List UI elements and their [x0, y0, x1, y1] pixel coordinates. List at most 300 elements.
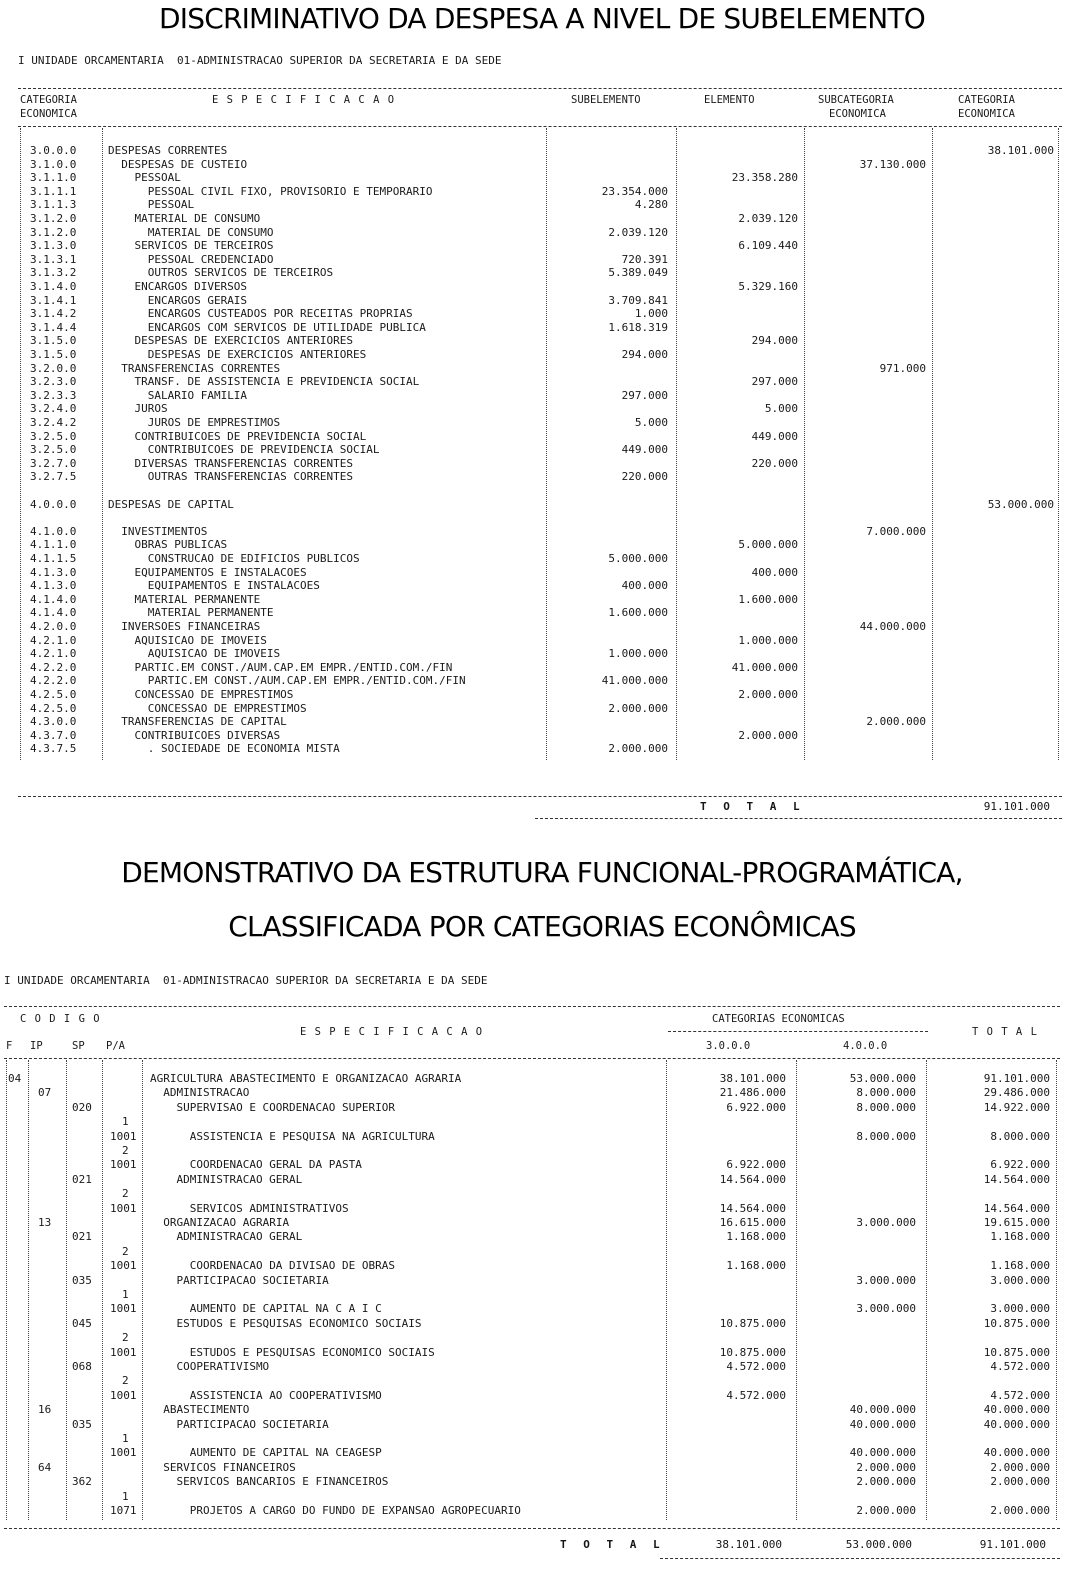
doc2-code-pa: 1001 — [110, 1302, 137, 1316]
doc2-description: SERVICOS BANCARIOS E FINANCEIROS — [176, 1475, 389, 1489]
doc2-table-row — [4, 1288, 1062, 1302]
doc1-total-rule — [535, 818, 1062, 819]
doc1-table-row — [18, 647, 1064, 661]
doc1-table-row — [18, 729, 1064, 743]
doc2-table-row — [4, 1490, 1062, 1504]
doc1-code: 4.2.2.0 — [30, 660, 77, 674]
doc2-code-pa: 2 — [122, 1244, 129, 1258]
doc2-header-col2: 4.0.0.0 — [843, 1040, 888, 1052]
doc2-total-value: 19.615.000 — [983, 1216, 1050, 1229]
doc1-code: 4.3.7.5 — [30, 742, 77, 756]
doc1-subcategoria-value: 2.000.000 — [866, 715, 926, 729]
doc2-table-row — [4, 1403, 1062, 1417]
doc1-table-row — [18, 430, 1064, 444]
doc2-table-row — [4, 1432, 1062, 1446]
doc1-code: 3.2.3.0 — [30, 375, 77, 389]
doc1-table-row — [18, 321, 1064, 335]
doc1-description: PARTIC.EM CONST./AUM.CAP.EM EMPR./ENTID.COM./FIN — [134, 660, 453, 674]
doc1-code: 3.2.7.0 — [30, 456, 77, 470]
doc2-total-tot: 91.101.000 — [979, 1538, 1046, 1551]
doc2-col2-value: 3.000.000 — [856, 1216, 916, 1229]
doc2-col1-value: 1.168.000 — [726, 1259, 786, 1273]
doc2-code-pa: 2 — [122, 1374, 129, 1388]
doc2-total-value: 10.875.000 — [983, 1345, 1050, 1359]
doc1-table-row — [18, 498, 1064, 512]
doc2-col2-value: 8.000.000 — [856, 1086, 916, 1100]
doc1-description: . SOCIEDADE DE ECONOMIA MISTA — [147, 742, 340, 756]
doc2-total-value: 8.000.000 — [990, 1129, 1050, 1143]
doc1-code: 3.1.2.0 — [30, 225, 77, 239]
doc1-description: PESSOAL CIVIL FIXO, PROVISORIO E TEMPORARIO — [147, 184, 433, 198]
doc1-description: AQUISICAO DE IMOVEIS — [134, 633, 267, 647]
doc1-description: DESPESAS DE CUSTEIO — [121, 157, 248, 171]
doc2-table-row — [4, 1101, 1062, 1115]
doc2-description: ADMINISTRACAO GERAL — [176, 1230, 303, 1244]
doc2-code-sp: 021 — [72, 1230, 92, 1244]
doc1-description: AQUISICAO DE IMOVEIS — [147, 647, 281, 661]
doc2-table-body — [4, 1072, 1062, 1522]
doc1-table-row — [18, 375, 1064, 389]
doc2-total-value: 40.000.000 — [983, 1417, 1050, 1431]
doc2-description: ASSISTENCIA E PESQUISA NA AGRICULTURA — [189, 1129, 435, 1143]
doc1-table-row — [18, 593, 1064, 607]
doc2-table-row — [4, 1216, 1062, 1230]
doc1-footer-rule — [18, 796, 1062, 797]
doc2-description: SERVICOS ADMINISTRATIVOS — [189, 1201, 349, 1215]
doc2-table-row — [4, 1389, 1062, 1403]
doc2-col1-value: 14.564.000 — [719, 1172, 786, 1186]
doc1-elemento-value: 220.000 — [751, 456, 798, 470]
doc1-subelemento-value: 41.000.000 — [601, 674, 668, 688]
doc1-subcategoria-value: 37.130.000 — [859, 157, 926, 171]
doc1-description: CONCESSAO DE EMPRESTIMOS — [147, 701, 307, 715]
doc2-total-value: 3.000.000 — [990, 1273, 1050, 1287]
doc2-col1-value: 10.875.000 — [719, 1345, 786, 1359]
doc1-code: 4.2.0.0 — [30, 620, 77, 633]
doc1-table-row — [18, 579, 1064, 593]
doc1-code: 4.1.3.0 — [30, 565, 77, 579]
doc1-table-row — [18, 239, 1064, 253]
doc1-description: DIVERSAS TRANSFERENCIAS CORRENTES — [134, 456, 354, 470]
doc1-description: OBRAS PUBLICAS — [134, 538, 228, 552]
doc1-code: 3.2.7.5 — [30, 470, 77, 484]
doc1-code: 4.1.0.0 — [30, 524, 77, 538]
doc1-table-row — [18, 457, 1064, 471]
doc2-header-pa: P/A — [106, 1040, 125, 1052]
doc1-subelemento-value: 5.389.049 — [608, 266, 668, 280]
doc1-elemento-value: 449.000 — [751, 429, 798, 443]
doc2-code-ip: 13 — [38, 1216, 52, 1229]
doc1-description: ENCARGOS COM SERVICOS DE UTILIDADE PUBLICA — [147, 320, 426, 334]
doc1-subelemento-value: 297.000 — [621, 388, 668, 402]
doc2-code-sp: 020 — [72, 1100, 92, 1114]
doc2-table-row — [4, 1086, 1062, 1100]
doc1-description: DESPESAS CORRENTES — [108, 144, 228, 157]
doc1-description: OUTRAS TRANSFERENCIAS CORRENTES — [147, 470, 354, 484]
doc2-total-label: T O T A L — [560, 1538, 665, 1551]
doc2-code-ip: 64 — [38, 1460, 52, 1474]
doc1-subcategoria-value: 44.000.000 — [859, 620, 926, 633]
doc1-subelemento-value: 1.618.319 — [608, 320, 668, 334]
doc2-col1-value: 1.168.000 — [726, 1230, 786, 1244]
doc1-description: CONSTRUCAO DE EDIFICIOS PUBLICOS — [147, 552, 360, 565]
doc2-description: AGRICULTURA ABASTECIMENTO E ORGANIZACAO AGRARIA — [150, 1072, 462, 1085]
doc2-code-ip: 07 — [38, 1086, 52, 1100]
doc1-header-subelemento: SUBELEMENTO — [571, 94, 641, 106]
doc1-code: 3.2.5.0 — [30, 429, 77, 443]
doc2-table-row — [4, 1475, 1062, 1489]
doc1-subelemento-value: 5.000 — [634, 416, 668, 429]
doc2-total-c4: 53.000.000 — [845, 1538, 912, 1551]
doc2-header-sp: SP — [72, 1040, 85, 1052]
doc2-description: ESTUDOS E PESQUISAS ECONOMICO SOCIAIS — [189, 1345, 435, 1359]
doc1-code: 4.3.7.0 — [30, 728, 77, 742]
doc1-categoria-value: 53.000.000 — [987, 497, 1054, 511]
doc2-col1-value: 21.486.000 — [719, 1086, 786, 1100]
doc1-header-elemento: ELEMENTO — [704, 94, 755, 106]
doc1-code: 3.1.3.2 — [30, 266, 77, 280]
doc1-table-row — [18, 742, 1064, 756]
doc1-code: 3.2.5.0 — [30, 443, 77, 457]
doc2-col2-value: 2.000.000 — [856, 1504, 916, 1517]
doc1-code: 4.3.0.0 — [30, 715, 77, 729]
doc1-code: 4.2.1.0 — [30, 633, 77, 647]
doc1-code: 4.0.0.0 — [30, 497, 77, 511]
doc1-table-row — [18, 538, 1064, 552]
doc1-description: CONTRIBUICOES DIVERSAS — [134, 728, 281, 742]
doc1-code: 3.2.4.0 — [30, 402, 77, 416]
doc2-total-value: 40.000.000 — [983, 1446, 1050, 1460]
doc1-description: EQUIPAMENTOS E INSTALACOES — [134, 565, 307, 579]
doc1-description: ENCARGOS DIVERSOS — [134, 280, 248, 293]
doc1-table-row — [18, 280, 1064, 294]
doc2-code-pa: 1001 — [110, 1259, 137, 1273]
doc2-header-spec: E S P E C I F I C A C A O — [300, 1026, 484, 1038]
doc2-description: PARTICIPACAO SOCIETARIA — [176, 1273, 329, 1287]
doc1-table-row — [18, 715, 1064, 729]
doc1-subelemento-value: 294.000 — [621, 348, 668, 361]
doc1-code: 3.1.4.1 — [30, 293, 77, 307]
doc2-col2-value: 40.000.000 — [849, 1403, 916, 1417]
doc2-code-pa: 2 — [122, 1331, 129, 1345]
doc2-table-row — [4, 1331, 1062, 1345]
doc1-code: 3.1.4.2 — [30, 307, 77, 321]
doc1-subelemento-value: 23.354.000 — [601, 184, 668, 198]
doc2-description: ASSISTENCIA AO COOPERATIVISMO — [189, 1388, 382, 1402]
doc1-unit-line: I UNIDADE ORCAMENTARIA 01-ADMINISTRACAO SUPERIOR DA SECRETARIA E DA SEDE — [18, 54, 502, 67]
doc2-table-row — [4, 1446, 1062, 1460]
doc1-description: ENCARGOS CUSTEADOS POR RECEITAS PROPRIAS — [147, 307, 413, 321]
doc1-subelemento-value: 5.000.000 — [608, 552, 668, 565]
doc1-code: 4.1.1.0 — [30, 538, 77, 552]
doc1-code: 3.1.1.1 — [30, 184, 77, 198]
doc2-total-value: 10.875.000 — [983, 1316, 1050, 1330]
doc2-total-c3: 38.101.000 — [715, 1538, 782, 1551]
doc2-code-sp: 068 — [72, 1360, 92, 1373]
doc2-col1-value: 14.564.000 — [719, 1201, 786, 1215]
doc1-table-row — [18, 198, 1064, 212]
doc1-code: 4.2.5.0 — [30, 701, 77, 715]
doc1-description: MATERIAL DE CONSUMO — [134, 212, 261, 225]
doc2-total-value: 4.572.000 — [990, 1388, 1050, 1402]
doc2-code-sp: 035 — [72, 1417, 92, 1431]
doc1-table-row — [18, 266, 1064, 280]
doc2-col2-value: 3.000.000 — [856, 1302, 916, 1316]
doc2-description: ABASTECIMENTO — [163, 1403, 250, 1417]
doc1-code: 4.1.3.0 — [30, 579, 77, 593]
doc2-total-value: 1.168.000 — [990, 1259, 1050, 1273]
doc2-col1-value: 6.922.000 — [726, 1158, 786, 1172]
doc1-code: 3.1.3.0 — [30, 239, 77, 253]
doc1-table-row — [18, 348, 1064, 362]
doc1-header-categoria-2: ECONOMICA — [958, 108, 1015, 120]
doc1-categoria-value: 38.101.000 — [987, 144, 1054, 157]
doc2-table-row — [4, 1317, 1062, 1331]
doc1-description: DESPESAS DE EXERCICIOS ANTERIORES — [134, 334, 354, 348]
doc1-subelemento-value: 720.391 — [621, 252, 668, 266]
doc1-code: 3.0.0.0 — [30, 144, 77, 157]
doc2-col1-value: 38.101.000 — [719, 1072, 786, 1085]
doc1-elemento-value: 5.000 — [764, 402, 798, 416]
doc1-subelemento-value: 3.709.841 — [608, 293, 668, 307]
doc2-table-row — [4, 1346, 1062, 1360]
doc2-total-value: 14.564.000 — [983, 1201, 1050, 1215]
doc1-header-top-rule — [18, 88, 1062, 89]
doc2-code-pa: 1001 — [110, 1345, 137, 1359]
doc2-table-row — [4, 1418, 1062, 1432]
doc2-description: COOPERATIVISMO — [176, 1360, 270, 1373]
doc2-code-pa: 1001 — [110, 1129, 137, 1143]
doc2-col1-value: 4.572.000 — [726, 1388, 786, 1402]
doc1-code: 4.2.1.0 — [30, 647, 77, 661]
doc2-total-value: 6.922.000 — [990, 1158, 1050, 1172]
doc1-table-row — [18, 634, 1064, 648]
doc1-elemento-value: 41.000.000 — [731, 660, 798, 674]
doc1-subelemento-value: 1.600.000 — [608, 606, 668, 620]
doc2-footer-rule — [4, 1528, 1060, 1529]
doc2-header-col1: 3.0.0.0 — [706, 1040, 751, 1052]
doc1-description: PARTIC.EM CONST./AUM.CAP.EM EMPR./ENTID.COM./FIN — [147, 674, 466, 688]
doc2-code-pa: 1071 — [110, 1504, 137, 1517]
doc1-code: 3.1.0.0 — [30, 157, 77, 171]
doc1-table-row — [18, 416, 1064, 430]
doc1-description: OUTROS SERVICOS DE TERCEIROS — [147, 266, 334, 280]
doc1-elemento-value: 2.000.000 — [738, 728, 798, 742]
doc2-col1-value: 6.922.000 — [726, 1100, 786, 1114]
doc2-unit-line: I UNIDADE ORCAMENTARIA 01-ADMINISTRACAO SUPERIOR DA SECRETARIA E DA SEDE — [4, 974, 488, 987]
doc1-code: 4.1.1.5 — [30, 552, 77, 565]
doc1-elemento-value: 5.000.000 — [738, 538, 798, 552]
doc1-elemento-value: 1.600.000 — [738, 592, 798, 606]
doc2-table-row — [4, 1173, 1062, 1187]
doc2-code-pa: 1 — [122, 1288, 129, 1301]
doc2-code-sp: 045 — [72, 1316, 92, 1330]
doc2-description: AUMENTO DE CAPITAL NA C A I C — [189, 1302, 382, 1316]
doc1-code: 3.2.0.0 — [30, 361, 77, 375]
doc2-total-value: 2.000.000 — [990, 1460, 1050, 1474]
doc1-subcategoria-value: 7.000.000 — [866, 524, 926, 538]
doc1-description: PESSOAL CREDENCIADO — [147, 252, 274, 266]
doc1-table-row — [18, 212, 1064, 226]
doc2-total-value: 2.000.000 — [990, 1475, 1050, 1489]
doc2-table-row — [4, 1187, 1062, 1201]
doc2-description: PROJETOS A CARGO DO FUNDO DE EXPANSAO AGROPECUARIO — [189, 1504, 521, 1517]
doc1-header-subcat-1: SUBCATEGORIA — [818, 94, 894, 106]
doc2-code-pa: 1 — [122, 1432, 129, 1445]
doc2-table-row — [4, 1144, 1062, 1158]
doc1-elemento-value: 5.329.160 — [738, 280, 798, 293]
doc2-col2-value: 40.000.000 — [849, 1446, 916, 1460]
doc1-title: DISCRIMINATIVO DA DESPESA A NIVEL DE SUBELEMENTO — [159, 2, 925, 35]
doc2-description: COORDENACAO DA DIVISAO DE OBRAS — [189, 1259, 396, 1273]
doc1-description: MATERIAL DE CONSUMO — [147, 225, 274, 239]
doc2-col1-value: 10.875.000 — [719, 1316, 786, 1330]
doc2-col2-value: 53.000.000 — [849, 1072, 916, 1085]
doc1-subelemento-value: 449.000 — [621, 443, 668, 457]
doc1-header-subcat-2: ECONOMICA — [829, 108, 886, 120]
doc1-unit-text: UNIDADE ORCAMENTARIA 01-ADMINISTRACAO SUPERIOR DA SECRETARIA E DA SEDE — [31, 54, 502, 67]
doc1-description: ENCARGOS GERAIS — [147, 293, 248, 307]
doc1-subelemento-value: 4.280 — [634, 198, 668, 212]
doc2-table-row — [4, 1360, 1062, 1374]
doc1-table-row — [18, 661, 1064, 675]
doc1-description: EQUIPAMENTOS E INSTALACOES — [147, 579, 320, 593]
doc2-header-mid-rule — [668, 1031, 928, 1032]
doc1-elemento-value: 2.000.000 — [738, 688, 798, 701]
doc1-description: DESPESAS DE EXERCICIOS ANTERIORES — [147, 348, 367, 361]
doc1-description: DESPESAS DE CAPITAL — [108, 497, 234, 511]
doc2-total-value: 1.168.000 — [990, 1230, 1050, 1244]
doc2-description: ESTUDOS E PESQUISAS ECONOMICO SOCIAIS — [176, 1316, 422, 1330]
doc2-table-row — [4, 1245, 1062, 1259]
doc1-table-row — [18, 226, 1064, 240]
doc2-description: SUPERVISAO E COORDENACAO SUPERIOR — [176, 1100, 396, 1114]
doc1-description: TRANSFERENCIAS CORRENTES — [121, 361, 281, 375]
doc1-table-row — [18, 525, 1064, 539]
doc2-code-pa: 2 — [122, 1144, 129, 1157]
doc2-header-top-rule — [4, 1006, 1060, 1007]
doc1-table-row — [18, 253, 1064, 267]
doc1-description: PESSOAL — [147, 198, 195, 212]
doc2-title-line2: CLASSIFICADA POR CATEGORIAS ECONÔMICAS — [228, 910, 856, 943]
doc1-subelemento-value: 1.000 — [634, 307, 668, 321]
doc1-table-row — [18, 552, 1064, 566]
doc1-description: PESSOAL — [134, 171, 181, 185]
doc2-table-row — [4, 1302, 1062, 1316]
doc1-table-row — [18, 402, 1064, 416]
doc1-table-row — [18, 620, 1064, 634]
doc1-description: JUROS — [134, 402, 168, 416]
doc1-code: 3.2.4.2 — [30, 416, 77, 429]
doc1-description: MATERIAL PERMANENTE — [134, 592, 261, 606]
doc1-table-row — [18, 688, 1064, 702]
doc1-header-cat-1: CATEGORIA — [20, 94, 77, 106]
doc2-code-pa: 1001 — [110, 1446, 137, 1460]
doc2-description: SERVICOS FINANCEIROS — [163, 1460, 296, 1474]
doc2-total-value: 14.922.000 — [983, 1100, 1050, 1114]
doc1-table-row — [18, 511, 1064, 525]
doc1-elemento-value: 2.039.120 — [738, 212, 798, 225]
doc1-description: CONTRIBUICOES DE PREVIDENCIA SOCIAL — [134, 429, 367, 443]
doc1-code: 3.1.2.0 — [30, 212, 77, 225]
doc1-subelemento-value: 2.000.000 — [608, 742, 668, 756]
doc2-header-codigo: C O D I G O — [20, 1013, 101, 1025]
doc2-code-pa: 1 — [122, 1115, 129, 1129]
doc1-code: 4.2.2.0 — [30, 674, 77, 688]
doc1-code: 4.2.5.0 — [30, 688, 77, 701]
doc1-subcategoria-value: 971.000 — [879, 361, 926, 375]
doc1-table-row — [18, 389, 1064, 403]
doc2-description: ORGANIZACAO AGRARIA — [163, 1216, 290, 1229]
doc1-elemento-value: 297.000 — [751, 375, 798, 389]
doc2-table-row — [4, 1374, 1062, 1388]
doc2-code-sp: 021 — [72, 1172, 92, 1186]
doc1-header-cat-2: ECONOMICA — [20, 108, 77, 120]
doc1-table-row — [18, 171, 1064, 185]
doc1-subelemento-value: 220.000 — [621, 470, 668, 484]
doc2-table-row — [4, 1504, 1062, 1518]
doc2-total-value: 91.101.000 — [983, 1072, 1050, 1085]
doc2-col2-value: 8.000.000 — [856, 1129, 916, 1143]
doc2-description: AUMENTO DE CAPITAL NA CEAGESP — [189, 1446, 382, 1460]
doc1-description: SALARIO FAMILIA — [147, 388, 248, 402]
doc1-table-row — [18, 362, 1064, 376]
doc2-header-ip: IP — [30, 1040, 43, 1052]
doc2-header-total: T O T A L — [972, 1026, 1038, 1038]
doc2-total-value: 14.564.000 — [983, 1172, 1050, 1186]
doc1-table-row — [18, 158, 1064, 172]
doc2-header-categorias: CATEGORIAS ECONOMICAS — [712, 1013, 845, 1025]
doc1-code: 3.1.1.0 — [30, 171, 77, 185]
doc1-table-row — [18, 185, 1064, 199]
doc1-table-row — [18, 294, 1064, 308]
doc1-elemento-value: 400.000 — [751, 565, 798, 579]
doc1-total-value: 91.101.000 — [983, 800, 1050, 813]
doc2-description: COORDENACAO GERAL DA PASTA — [189, 1158, 362, 1172]
doc1-table-row — [18, 334, 1064, 348]
doc2-description: PARTICIPACAO SOCIETARIA — [176, 1417, 329, 1431]
doc1-description: INVESTIMENTOS — [121, 524, 208, 538]
doc2-code-sp: 035 — [72, 1273, 92, 1287]
doc1-description: TRANSF. DE ASSISTENCIA E PREVIDENCIA SOCIAL — [134, 375, 420, 389]
doc1-elemento-value: 6.109.440 — [738, 239, 798, 253]
doc2-code-ip: 16 — [38, 1403, 52, 1417]
doc2-col1-value: 4.572.000 — [726, 1360, 786, 1373]
doc2-code-f: 04 — [8, 1072, 22, 1085]
doc1-elemento-value: 294.000 — [751, 334, 798, 348]
doc1-description: CONCESSAO DE EMPRESTIMOS — [134, 688, 294, 701]
doc1-table-row — [18, 144, 1064, 158]
doc1-table-body — [18, 144, 1064, 794]
doc2-code-pa: 1001 — [110, 1201, 137, 1215]
doc1-table-row — [18, 566, 1064, 580]
doc2-total-value: 3.000.000 — [990, 1302, 1050, 1316]
doc2-code-pa: 1001 — [110, 1388, 137, 1402]
doc2-table-row — [4, 1461, 1062, 1475]
doc2-description: ADMINISTRACAO — [163, 1086, 250, 1100]
doc2-code-pa: 1 — [122, 1489, 129, 1503]
doc1-description: MATERIAL PERMANENTE — [147, 606, 274, 620]
doc2-table-row — [4, 1274, 1062, 1288]
doc2-total-value: 29.486.000 — [983, 1086, 1050, 1100]
doc2-total-value: 2.000.000 — [990, 1504, 1050, 1517]
doc2-description: ADMINISTRACAO GERAL — [176, 1172, 303, 1186]
doc2-code-sp: 362 — [72, 1475, 92, 1489]
doc2-code-pa: 1001 — [110, 1158, 137, 1172]
doc1-elemento-value: 23.358.280 — [731, 171, 798, 185]
doc1-code: 4.1.4.0 — [30, 592, 77, 606]
doc1-table-row — [18, 484, 1064, 498]
